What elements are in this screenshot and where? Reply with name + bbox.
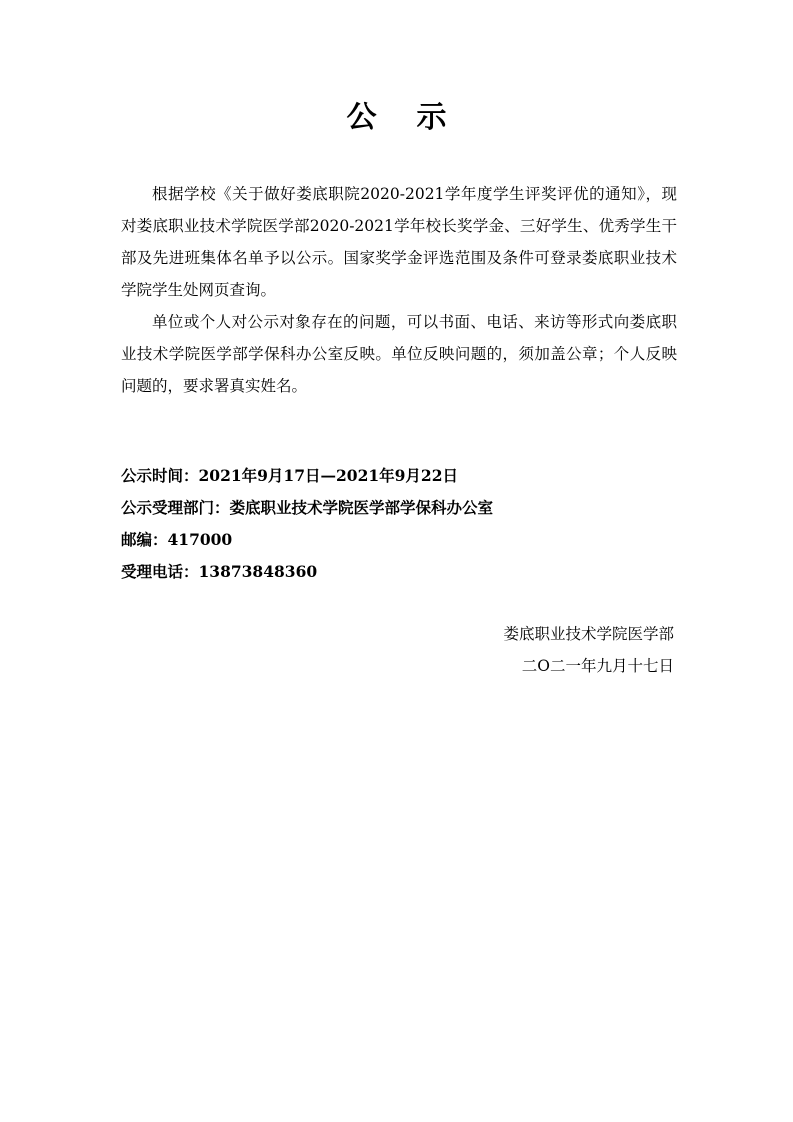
notice-period: 公示时间：2021年9月17日—2021年9月22日 bbox=[121, 466, 458, 485]
signature-organization: 娄底职业技术学院医学部 bbox=[503, 625, 674, 643]
notice-phone: 受理电话：13873848360 bbox=[121, 562, 318, 581]
paragraph-announcement: 根据学校《关于做好娄底职院2020-2021学年度学生评奖评优的通知》，现对娄底职业技术学院医学部2020-2021学年校长奖学金、三好学生、优秀学生干部及先进班集体名单予以公示。国家奖学金评选范围及条件可登录娄底职业技术学院学生处网页查询。 bbox=[121, 185, 677, 299]
page-title: 公示 bbox=[346, 100, 487, 135]
notice-body bbox=[121, 178, 677, 402]
signature-date: 二O二一年九月十七日 bbox=[521, 657, 674, 675]
notice-info bbox=[121, 460, 681, 588]
notice-postcode: 邮编：417000 bbox=[121, 530, 233, 549]
signature-block bbox=[420, 618, 674, 682]
notice-department: 公示受理部门：娄底职业技术学院医学部学保科办公室 bbox=[121, 498, 494, 517]
paragraph-feedback: 单位或个人对公示对象存在的问题，可以书面、电话、来访等形式向娄底职业技术学院医学部学保科办公室反映。单位反映问题的，须加盖公章；个人反映问题的，要求署真实姓名。 bbox=[121, 313, 677, 395]
